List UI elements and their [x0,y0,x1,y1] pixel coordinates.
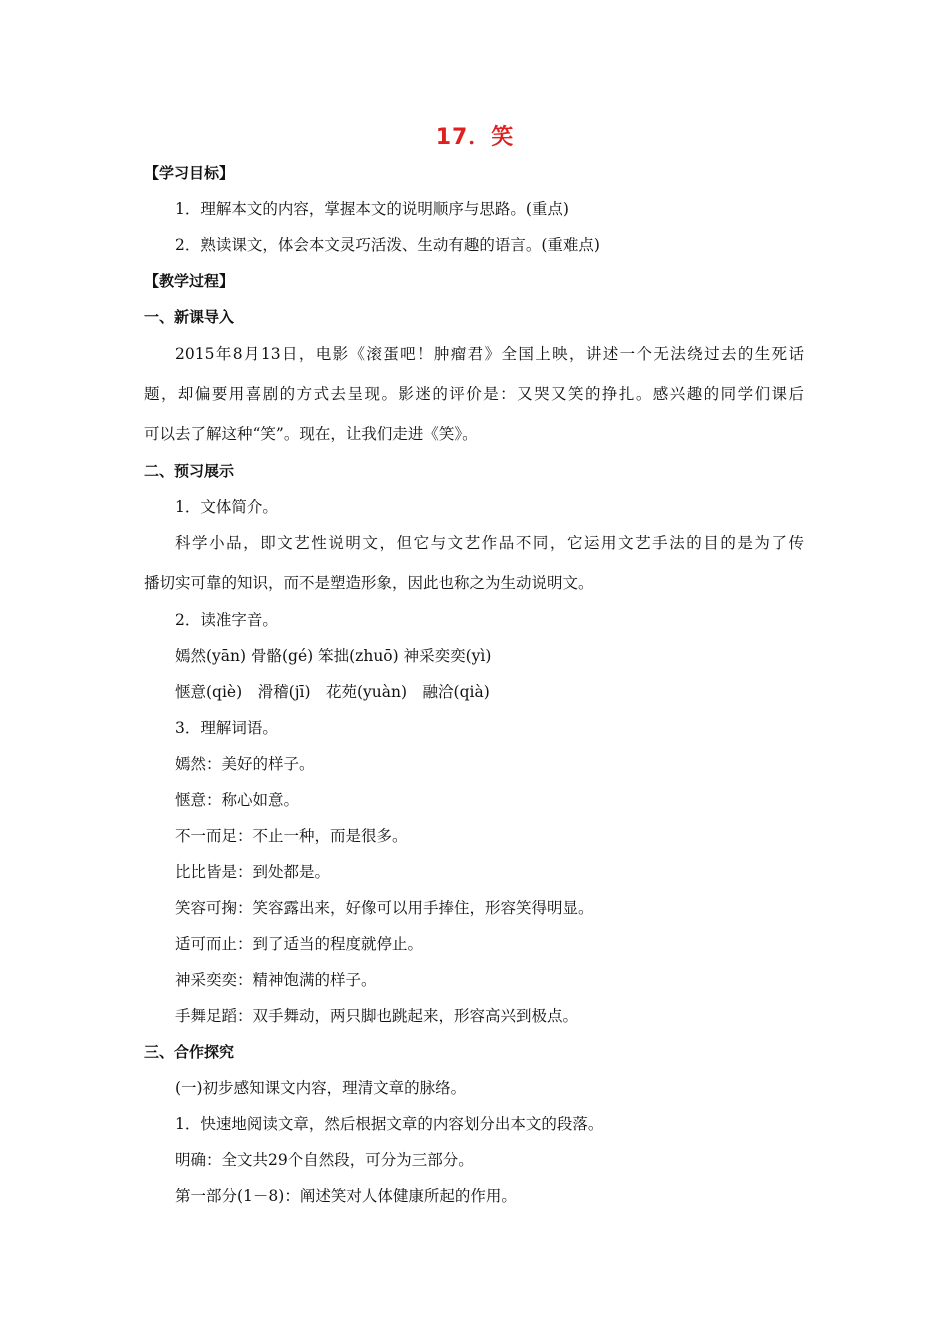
list-item: 3．理解词语。 [175,719,278,737]
vocabulary-item: 适可而止：到了适当的程度就停止。 [175,935,424,953]
paragraph-line: 题，却偏要用喜剧的方式去呈现。影迷的评价是：又哭又笑的挣扎。感兴趣的同学们课后 [144,385,804,403]
document-title: 17．笑 [435,125,515,150]
paragraph-line: 2015年8月13日，电影《滚蛋吧！肿瘤君》全国上映，讲述一个无法绕过去的生死话 [175,345,804,363]
vocabulary-item: 不一而足：不止一种，而是很多。 [175,827,408,845]
section-heading-teaching-process: 【教学过程】 [144,272,235,290]
section-heading-learning-goals: 【学习目标】 [144,164,235,182]
vocabulary-item: 嫣然：美好的样子。 [175,755,315,773]
list-item: 1．快速地阅读文章，然后根据文章的内容划分出本文的段落。 [175,1115,604,1133]
paragraph-line: 可以去了解这种“笑”。现在，让我们走进《笑》。 [144,425,478,443]
section-heading-introduction: 一、新课导入 [144,308,235,326]
answer-line: 第一部分(1－8)：阐述笑对人体健康所起的作用。 [175,1187,517,1205]
section-heading-cooperative-inquiry: 三、合作探究 [144,1043,235,1061]
subsection-heading: (一)初步感知课文内容，理清文章的脉络。 [175,1079,467,1097]
pronunciation-line: 惬意(qiè) 滑稽(jī) 花苑(yuàn) 融洽(qià) [175,683,490,701]
answer-line: 明确：全文共29个自然段，可分为三部分。 [175,1151,474,1169]
vocabulary-item: 惬意：称心如意。 [175,791,300,809]
paragraph-line: 播切实可靠的知识，而不是塑造形象，因此也称之为生动说明文。 [144,574,594,592]
paragraph-line: 科学小品，即文艺性说明文，但它与文艺作品不同，它运用文艺手法的目的是为了传 [175,534,804,552]
section-heading-preview: 二、预习展示 [144,462,235,480]
goal-item-1: 1．理解本文的内容，掌握本文的说明顺序与思路。(重点) [175,200,569,218]
pronunciation-line: 嫣然(yān) 骨骼(gé) 笨拙(zhuō) 神采奕奕(yì) [175,647,492,665]
list-item: 1．文体简介。 [175,498,278,516]
vocabulary-item: 手舞足蹈：双手舞动，两只脚也跳起来，形容高兴到极点。 [175,1007,579,1025]
list-item: 2．读准字音。 [175,611,278,629]
vocabulary-item: 比比皆是：到处都是。 [175,863,331,881]
goal-item-2: 2．熟读课文，体会本文灵巧活泼、生动有趣的语言。(重难点) [175,236,600,254]
vocabulary-item: 笑容可掬：笑容露出来，好像可以用手捧住，形容笑得明显。 [175,899,594,917]
vocabulary-item: 神采奕奕：精神饱满的样子。 [175,971,377,989]
